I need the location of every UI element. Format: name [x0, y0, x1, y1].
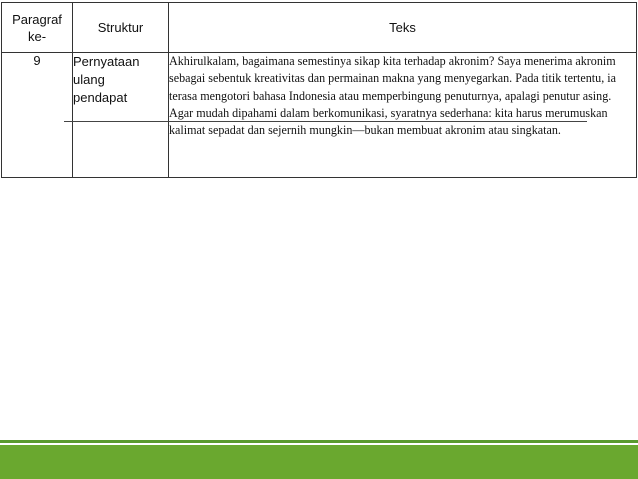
struktur-line: ulang	[73, 72, 105, 87]
cell-paragraph-number: 9	[2, 53, 73, 178]
header-paragraf: Paragraf ke-	[2, 3, 73, 53]
annotation-line	[64, 121, 587, 122]
header-struktur: Struktur	[73, 3, 169, 53]
struktur-line: pendapat	[73, 90, 128, 105]
paragraph-structure-table	[1, 2, 637, 178]
struktur-line: Pernyataan	[73, 54, 140, 69]
header-teks: Teks	[169, 3, 637, 53]
cell-struktur	[73, 53, 169, 178]
footer-bar	[0, 445, 638, 479]
footer-accent-line	[0, 440, 638, 443]
table-row	[2, 53, 637, 178]
table-header-row	[2, 3, 637, 53]
cell-teks: Akhirulkalam, bagaimana semestinya sikap kita terhadap akronim? Saya menerima akronim sebagai sebentuk kreativitas dan permainan makna yang menyegarkan. Pada titik tertentu, ia terasa mengotori bahasa Indonesia atau memperbingung penuturnya, apalagi penutur asing. Agar mudah dipahami dalam berkomunikasi, syaratnya sederhana: kita harus merumuskan kalimat sepadat dan sejernih mungkin—bukan membuat akronim atau singkatan.	[169, 53, 637, 178]
